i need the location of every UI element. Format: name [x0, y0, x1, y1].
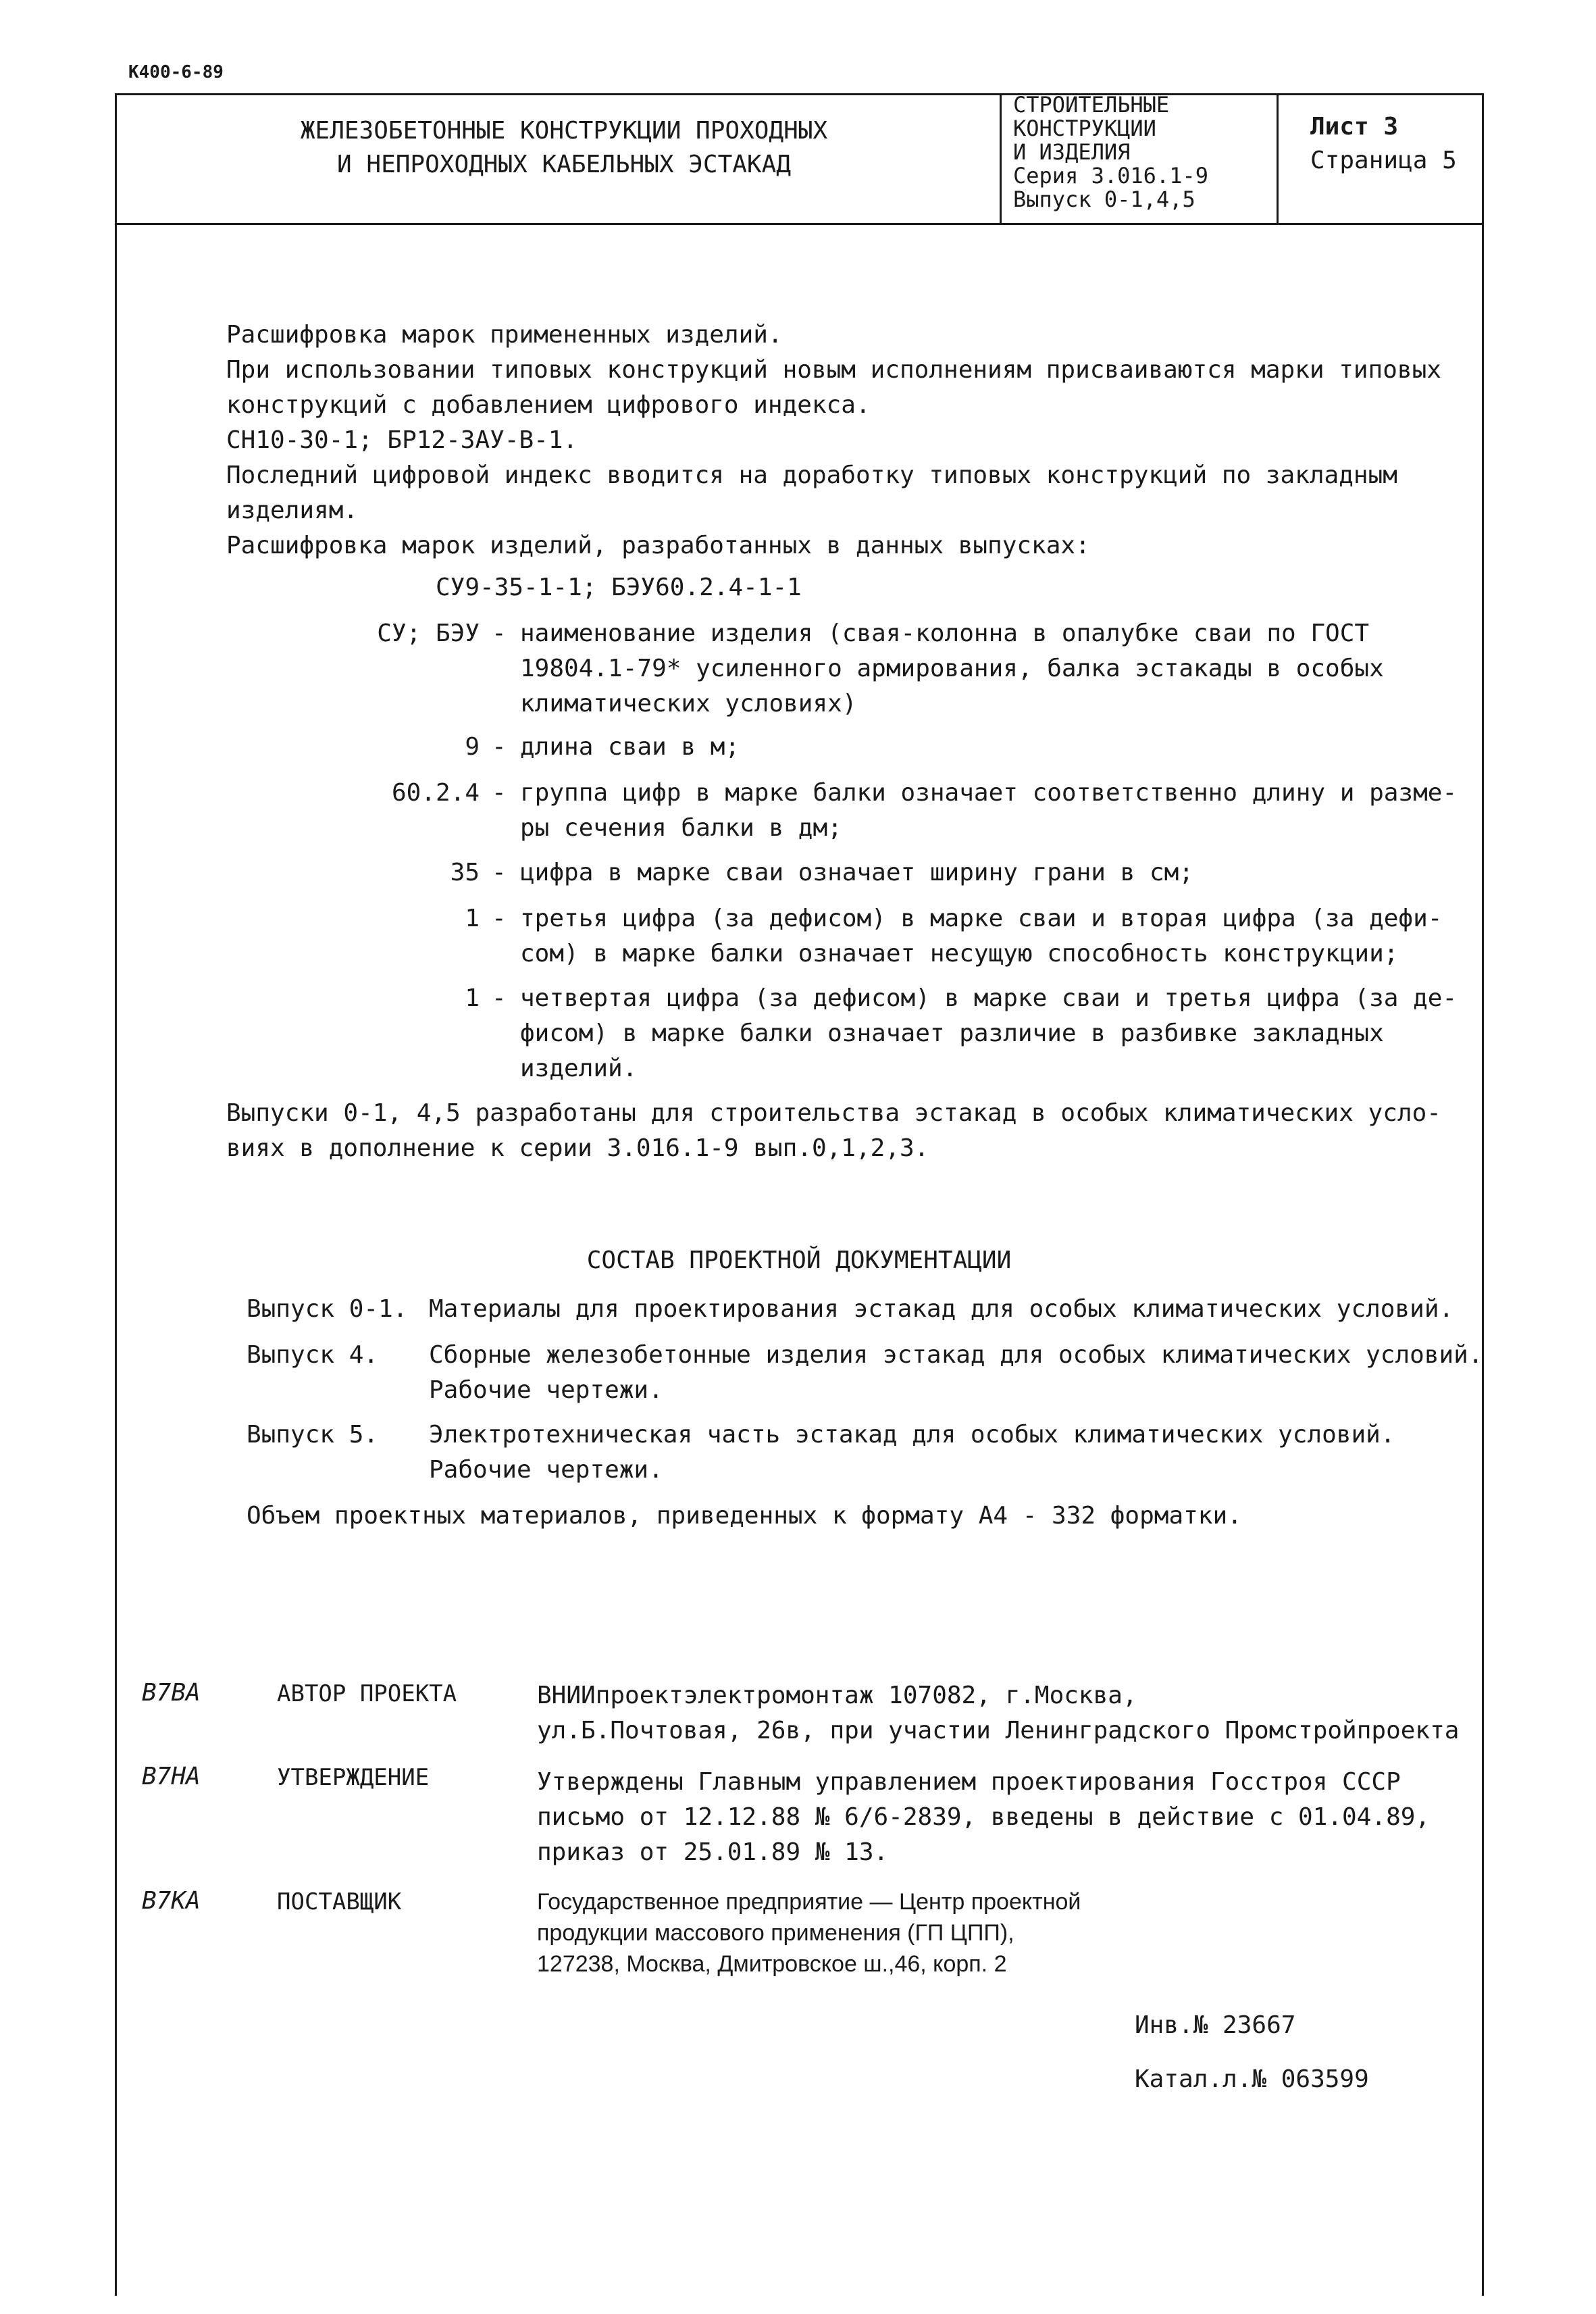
issue-label: Выпуск 5.: [247, 1421, 379, 1449]
frame-right-border: [1482, 93, 1484, 2296]
row-text: продукции массового применения (ГП ЦПП),: [537, 1920, 1014, 1946]
row-code: B7HA: [142, 1763, 201, 1790]
legend-key: 9: [465, 733, 480, 761]
inventory-number: Инв.№ 23667: [1135, 2011, 1296, 2039]
series-line: И ИЗДЕЛИЯ: [1013, 139, 1131, 165]
row-text: Утверждены Главным управлением проектирования Госстроя СССР: [537, 1768, 1401, 1796]
paragraph: изделиям.: [226, 497, 359, 524]
row-text: Государственное предприятие — Центр проектной: [537, 1889, 1081, 1915]
issue-number: Выпуск 0-1,4,5: [1013, 186, 1195, 212]
issue-description: Рабочие чертежи.: [429, 1456, 663, 1484]
paragraph: конструкций с добавлением цифрового индекса.: [226, 391, 871, 419]
legend-key: 1: [465, 905, 480, 932]
legend-text: сом) в марке балки означает несущую способность конструкции;: [520, 940, 1399, 967]
legend-text: наименование изделия (свая-колонна в опалубке сваи по ГОСТ: [520, 620, 1370, 647]
page-number: Страница 5: [1310, 147, 1457, 174]
row-code: B7BA: [142, 1679, 201, 1707]
legend-text: фисом) в марке балки означает различие в разбивке закладных: [520, 1020, 1384, 1047]
row-text: 127238, Москва, Дмитровское ш.,46, корп. 2: [537, 1951, 1007, 1977]
legend-key: СУ; БЭУ: [377, 620, 480, 647]
row-text: письмо от 12.12.88 № 6/6-2839, введены в действие с 01.04.89,: [537, 1803, 1431, 1831]
row-text: приказ от 25.01.89 № 13.: [537, 1838, 889, 1866]
issue-description: Электротехническая часть эстакад для особых климатических условий.: [429, 1421, 1395, 1449]
paragraph: СН10-30-1; БР12-3АУ-В-1.: [226, 426, 578, 454]
legend-text: длина сваи в м;: [520, 733, 740, 761]
legend-text: цифра в марке сваи означает ширину грани в см;: [520, 859, 1193, 886]
legend-text: ры сечения балки в дм;: [520, 814, 842, 842]
volume-note: Объем проектных материалов, приведенных к формату А4 - 332 форматки.: [247, 1502, 1242, 1530]
legend-dash: -: [492, 779, 507, 807]
row-label: ПОСТАВЩИК: [277, 1888, 402, 1915]
row-label: АВТОР ПРОЕКТА: [277, 1680, 457, 1707]
mark-example: СУ9-35-1-1; БЭУ60.2.4-1-1: [436, 574, 802, 601]
paragraph: Выпуски 0-1, 4,5 разработаны для строительства эстакад в особых климатических усло-: [226, 1099, 1441, 1127]
series-block: [1013, 93, 1208, 211]
paragraph: Расшифровка марок примененных изделий.: [226, 321, 783, 349]
legend-text: климатических условиях): [520, 690, 857, 718]
issue-label: Выпуск 4.: [247, 1341, 379, 1369]
legend-key: 60.2.4: [391, 779, 480, 807]
issue-description: Рабочие чертежи.: [429, 1376, 663, 1404]
paragraph: виях в дополнение к серии 3.016.1-9 вып.0,1,2,3.: [226, 1134, 929, 1162]
legend-dash: -: [492, 733, 507, 761]
doc-title-line1: ЖЕЛЕЗОБЕТОННЫЕ КОНСТРУКЦИИ ПРОХОДНЫХ: [300, 117, 828, 145]
series-line: КОНСТРУКЦИИ: [1013, 116, 1156, 141]
row-text: ул.Б.Почтовая, 26в, при участии Ленинградского Промстройпроекта: [537, 1717, 1460, 1744]
legend-text: 19804.1-79* усиленного армирования, балка эстакады в особых: [520, 655, 1384, 682]
legend-dash: -: [492, 620, 507, 647]
legend-key: 1: [465, 984, 480, 1012]
issue-description: Сборные железобетонные изделия эстакад для особых климатических условий.: [429, 1341, 1483, 1369]
doc-code: К400-6-89: [128, 62, 224, 82]
legend-dash: -: [492, 905, 507, 932]
legend-key: 35: [450, 859, 480, 886]
title-block-divider-2: [1277, 93, 1279, 224]
legend-dash: -: [492, 859, 507, 886]
paragraph: Расшифровка марок изделий, разработанных в данных выпусках:: [226, 532, 1090, 559]
sheet-number: Лист 3: [1310, 113, 1399, 141]
paragraph: Последний цифровой индекс вводится на доработку типовых конструкций по закладным: [226, 461, 1397, 489]
row-label: УТВЕРЖДЕНИЕ: [277, 1764, 430, 1791]
title-block-divider-1: [1000, 93, 1002, 224]
paragraph: При использовании типовых конструкций новым исполнениям присваиваются марки типовых: [226, 356, 1441, 384]
legend-dash: -: [492, 984, 507, 1012]
legend-text: группа цифр в марке балки означает соответственно длину и разме-: [520, 779, 1458, 807]
legend-text: третья цифра (за дефисом) в марке сваи и вторая цифра (за дефи-: [520, 905, 1443, 932]
frame-left-border: [115, 93, 117, 2296]
doc-title-line2: И НЕПРОХОДНЫХ КАБЕЛЬНЫХ ЭСТАКАД: [337, 151, 791, 178]
row-code: B7KA: [142, 1887, 201, 1915]
legend-text: четвертая цифра (за дефисом) в марке сваи и третья цифра (за де-: [520, 984, 1458, 1012]
row-text: ВНИИпроектэлектромонтаж 107082, г.Москва,: [537, 1682, 1137, 1709]
series-number: Серия 3.016.1-9: [1013, 163, 1208, 188]
catalog-number: Катал.л.№ 063599: [1135, 2065, 1369, 2093]
issue-label: Выпуск 0-1.: [247, 1295, 408, 1323]
issue-description: Материалы для проектирования эстакад для особых климатических условий.: [429, 1295, 1454, 1323]
legend-text: изделий.: [520, 1055, 638, 1082]
series-line: СТРОИТЕЛЬНЫЕ: [1013, 92, 1170, 118]
section-title: СОСТАВ ПРОЕКТНОЙ ДОКУМЕНТАЦИИ: [586, 1247, 1012, 1274]
